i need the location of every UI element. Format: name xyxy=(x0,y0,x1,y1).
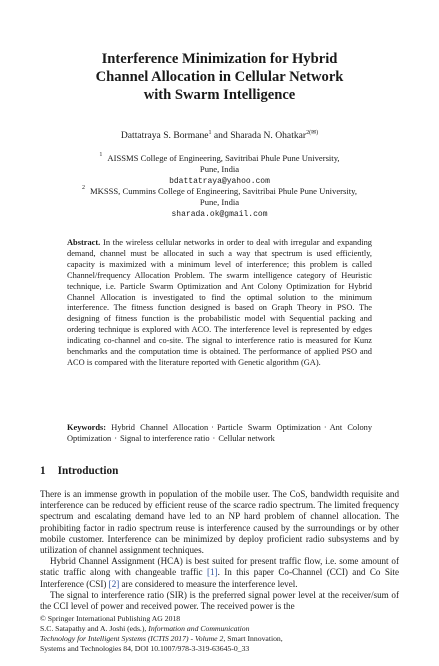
section-number: 1 xyxy=(40,465,46,477)
keyword: Signal to interference ratio xyxy=(120,434,210,443)
keyword-separator: · xyxy=(212,434,216,443)
author-name: Sharada N. Ohatkar xyxy=(230,130,307,142)
body-paragraph: Hybrid Channel Assignment (HCA) is best suited for present traffic flow, i.e. some amount of static traffic along with changeable traffic [1]. In this paper Co-Channel (CCI) and Co Site Interference (CSI) [2] are considered to measure the interference level. xyxy=(40,556,399,589)
citation-link[interactable]: [1] xyxy=(206,567,218,578)
affiliation xyxy=(60,184,379,220)
section-title: Introduction xyxy=(57,465,119,477)
abstract xyxy=(67,238,372,369)
body-paragraph: The signal to interference ratio (SIR) is the preferred signal power level at the receiver/sum of the CCI level of power and received power. The received power is the xyxy=(40,589,399,612)
section-heading xyxy=(40,465,118,478)
keyword: Hybrid Channel Allocation xyxy=(111,423,209,432)
copyright-line: © Springer International Publishing AG 2018 xyxy=(40,614,181,623)
affiliation-number: 2 xyxy=(81,185,85,191)
paper-title xyxy=(40,50,399,104)
keyword: Ant Colony Optimization xyxy=(67,423,373,443)
doi-line: Systems and Technologies 84, DOI 10.1007/978-3-319-63645-0_33 xyxy=(40,644,250,653)
affiliation-institution: AISSMS College of Engineering, Savitribai Phule Pune University, xyxy=(107,152,340,163)
affiliation-marker: 1 xyxy=(208,130,212,136)
envelope-icon: (✉) xyxy=(309,130,319,136)
body-paragraph: There is an immense growth in population of the mobile user. The CoS, bandwidth requisite and interference can be reduced by efficient reuse of the scarce radio spectrum. The limited frequency spectrum and escalating demand have led to an NP hard problem of channel allocation. The prohibiting factor in radio spectrum reuse is interference caused by the surroundings or by other mobile customer. Interference can be minimized by deploy proficient radio subsystems and by utilization of channel assignment techniques. xyxy=(40,489,399,556)
author-list xyxy=(20,127,419,142)
affiliation-marker: 2 xyxy=(306,130,310,136)
author-email: bdattatraya@yahoo.com xyxy=(169,176,270,186)
keyword-separator: · xyxy=(323,423,327,432)
citation-line: S.C. Satapathy and A. Joshi (eds.), Information and Communication xyxy=(40,624,250,633)
affiliation-location: Pune, India xyxy=(199,197,240,208)
author-conjunction: and xyxy=(213,130,228,142)
keyword: Particle Swarm Optimization xyxy=(216,423,321,432)
publication-footnote xyxy=(40,614,399,654)
keywords-label: Keywords: xyxy=(67,423,107,432)
citation-line: Technology for Intelligent Systems (ICTIS 2017) - Volume 2, Smart Innovation, xyxy=(40,634,283,643)
author-name: Dattatraya S. Bormane xyxy=(120,130,209,142)
affiliation-number: 1 xyxy=(99,152,103,158)
citation-link[interactable]: [2] xyxy=(108,578,120,589)
title-line: with Swarm Intelligence xyxy=(143,87,296,103)
title-line: Interference Minimization for Hybrid xyxy=(101,51,338,67)
affiliation xyxy=(60,151,379,187)
abstract-text: In the wireless cellular networks in order to deal with irregular and expanding demand, channel must be allocated in such a way that spectrum is used efficiently, capacity is maximized with a minimum level of interference; this problem is called Channel/frequency Allocation Problem. The swarm intelligence category of Heuristic technique, i.e. Particle Swarm Optimization and Ant Colony Optimization for Hybrid Channel Allocation is investigated to find the optimal solution to the minimum interference. The fitness function designed is based on Graph Theory in PSO. The designing of fitness function is the probabilistic model with Sequential packing and ordering technique is explored with ACO. The interference level is represented by edges indicating co-channel and co-site. The signal to interference ratio is measured for Kunz benchmarks and the computation time is obtained. The performance of applied PSO and ACO is compared with the literature reported with Genetic algorithm (GA). xyxy=(67,238,372,367)
keywords xyxy=(67,422,372,444)
author-email: sharada.ok@gmail.com xyxy=(171,209,268,219)
keyword: Cellular network xyxy=(218,434,275,443)
section-body xyxy=(40,489,399,612)
keyword-separator: · xyxy=(211,423,214,432)
keyword-separator: · xyxy=(114,434,117,443)
title-line: Channel Allocation in Cellular Network xyxy=(95,69,344,85)
abstract-label: Abstract. xyxy=(67,238,101,247)
affiliation-institution: MKSSS, Cummins College of Engineering, Savitribai Phule Pune University, xyxy=(89,185,358,196)
affiliation-location: Pune, India xyxy=(199,164,240,175)
